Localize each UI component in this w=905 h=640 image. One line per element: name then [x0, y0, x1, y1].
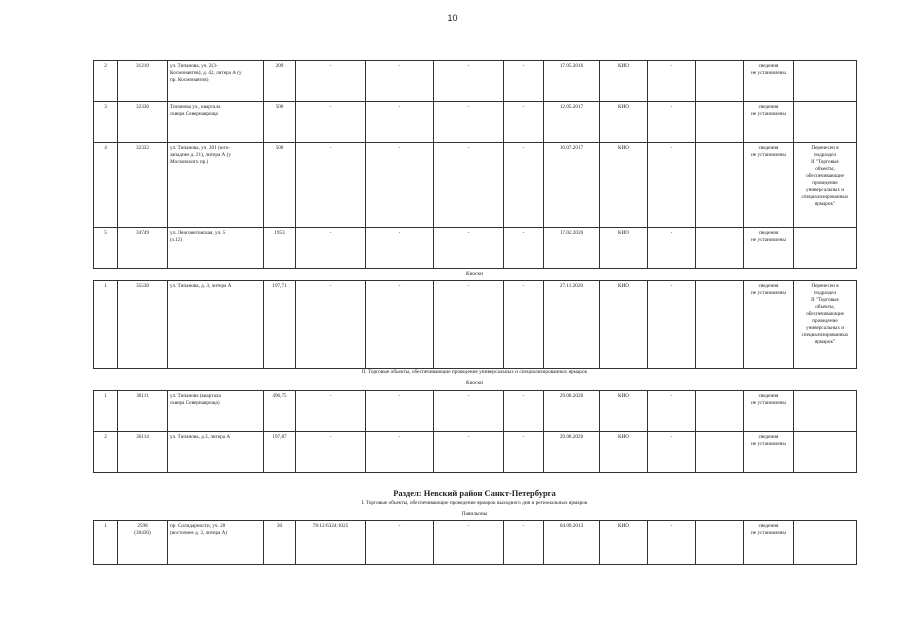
cell-row-number: 1	[94, 391, 118, 432]
cell-status: сведения не установлены	[744, 391, 794, 432]
cell-address: пр. Солидарности, уч. 28 (восточнее д. 3, литера А)	[168, 521, 264, 565]
cell-area: 496,75	[264, 391, 296, 432]
cell-status: сведения не установлены	[744, 102, 794, 143]
table-row	[94, 102, 857, 143]
cell-area: 30	[264, 521, 296, 565]
cell-row-number: 5	[94, 228, 118, 269]
cell-field: -	[504, 61, 544, 102]
cell-area: 500	[264, 102, 296, 143]
kiosks-table	[93, 280, 857, 369]
cell-note	[794, 228, 857, 269]
pavilions-label: Павильоны	[461, 511, 488, 517]
cell-empty	[696, 102, 744, 143]
cell-address: ул. Ленсоветовская, уч. 5 (з.12)	[168, 228, 264, 269]
table-row	[94, 143, 857, 228]
cell-date: 12.05.2017	[544, 102, 600, 143]
cell-field: -	[434, 432, 504, 473]
cell-field: -	[434, 228, 504, 269]
cell-note: Перенесен в подраздел II "Торговые объекты, обеспечивающие проведение универсальных и специализированных ярмарок"	[794, 143, 857, 228]
cell-object-id: 34749	[118, 228, 168, 269]
pavilions-table	[93, 520, 857, 565]
cell-organization: КИО	[600, 143, 648, 228]
kiosks-label: Киоски	[466, 271, 483, 277]
cell-field: -	[434, 521, 504, 565]
cell-empty	[696, 521, 744, 565]
cell-area: 197,87	[264, 432, 296, 473]
cell-field: -	[648, 521, 696, 565]
cell-field: -	[366, 391, 434, 432]
cell-address: ул. Типанова, уч. 2(3- Космонавтов), д. 42, литера А (у пр. Космонавтов)	[168, 61, 264, 102]
table-row	[94, 432, 857, 473]
cell-field: -	[504, 521, 544, 565]
cell-area: 1953	[264, 228, 296, 269]
subsection-heading: I. Торговые объекты, обеспечивающие проведение ярмарок выходного дня и региональных ярмарок	[361, 500, 588, 506]
cell-area: 209	[264, 61, 296, 102]
cell-organization: КИО	[600, 391, 648, 432]
cell-row-number: 2	[94, 61, 118, 102]
cell-cadastral-number: -	[296, 281, 366, 369]
cell-empty	[696, 228, 744, 269]
fair-objects-table	[93, 60, 857, 269]
cell-empty	[696, 432, 744, 473]
cell-date: 29.08.2020	[544, 432, 600, 473]
cell-field: -	[648, 61, 696, 102]
cell-organization: КИО	[600, 102, 648, 143]
cell-row-number: 1	[94, 521, 118, 565]
table-row	[94, 281, 857, 369]
cell-field: -	[434, 102, 504, 143]
cell-row-number: 4	[94, 143, 118, 228]
cell-field: -	[366, 61, 434, 102]
cell-cadastral-number: -	[296, 391, 366, 432]
cell-area: 197,71	[264, 281, 296, 369]
cell-field: -	[366, 228, 434, 269]
cell-date: 27.11.2020	[544, 281, 600, 369]
cell-field: -	[648, 281, 696, 369]
cell-address: ул. Типанова, уч. 301 (юго- западнее д. 21), литера А (у Московского пр.)	[168, 143, 264, 228]
cell-status: сведения не установлены	[744, 432, 794, 473]
cell-address: ул. Типанова, д.3, литера А	[168, 432, 264, 473]
cell-note	[794, 391, 857, 432]
cell-object-id: 36111	[118, 391, 168, 432]
cell-cadastral-number: -	[296, 432, 366, 473]
cell-empty	[696, 143, 744, 228]
cell-field: -	[648, 432, 696, 473]
cell-cadastral-number: 78:12:6324:1025	[296, 521, 366, 565]
cell-note	[794, 432, 857, 473]
cell-date: 04.09.2013	[544, 521, 600, 565]
cell-field: -	[504, 143, 544, 228]
cell-field: -	[366, 102, 434, 143]
cell-object-id: 36114	[118, 432, 168, 473]
cell-empty	[696, 61, 744, 102]
cell-row-number: 3	[94, 102, 118, 143]
cell-cadastral-number: -	[296, 61, 366, 102]
page-number: 10	[447, 13, 458, 23]
cell-note	[794, 102, 857, 143]
cell-organization: КИО	[600, 521, 648, 565]
cell-field: -	[366, 281, 434, 369]
cell-area: 500	[264, 143, 296, 228]
cell-field: -	[366, 143, 434, 228]
cell-date: 10.07.2017	[544, 143, 600, 228]
cell-status: сведения не установлены	[744, 281, 794, 369]
cell-status: сведения не установлены	[744, 143, 794, 228]
cell-status: сведения не установлены	[744, 228, 794, 269]
cell-object-id: 32330	[118, 102, 168, 143]
cell-object-id: 35530	[118, 281, 168, 369]
cell-cadastral-number: -	[296, 102, 366, 143]
cell-field: -	[648, 228, 696, 269]
cell-empty	[696, 281, 744, 369]
cell-field: -	[504, 432, 544, 473]
cell-field: -	[366, 521, 434, 565]
cell-date: 17.02.2020	[544, 228, 600, 269]
section-title: Раздел: Невский район Санкт-Петербурга	[393, 488, 556, 498]
cell-field: -	[434, 61, 504, 102]
cell-object-id: 2598 (30430)	[118, 521, 168, 565]
cell-row-number: 2	[94, 432, 118, 473]
cell-note	[794, 61, 857, 102]
kiosks-table-2	[93, 390, 857, 473]
cell-field: -	[504, 228, 544, 269]
cell-object-id: 31210	[118, 61, 168, 102]
cell-object-id: 32332	[118, 143, 168, 228]
subsection-heading: II. Торговые объекты, обеспечивающие проведение универсальных и специализированных ярмарок	[361, 369, 588, 375]
cell-organization: КИО	[600, 61, 648, 102]
cell-field: -	[504, 102, 544, 143]
table-row	[94, 228, 857, 269]
table-row	[94, 61, 857, 102]
cell-field: -	[504, 391, 544, 432]
cell-cadastral-number: -	[296, 228, 366, 269]
cell-date: 17.05.2016	[544, 61, 600, 102]
cell-field: -	[434, 391, 504, 432]
cell-date: 29.08.2020	[544, 391, 600, 432]
cell-address: ул. Типанова (квартала сквера Севернаяроща)	[168, 391, 264, 432]
cell-organization: КИО	[600, 432, 648, 473]
cell-note: Перенесен в подраздел II "Торговые объекты, обеспечивающие проведение универсальных и специализированных ярмарок"	[794, 281, 857, 369]
cell-cadastral-number: -	[296, 143, 366, 228]
cell-field: -	[648, 143, 696, 228]
cell-address: Типанова ул., квартала сквера Севернаяроща	[168, 102, 264, 143]
cell-field: -	[366, 432, 434, 473]
cell-field: -	[648, 102, 696, 143]
cell-field: -	[648, 391, 696, 432]
cell-organization: КИО	[600, 228, 648, 269]
cell-row-number: 1	[94, 281, 118, 369]
cell-status: сведения не установлены	[744, 521, 794, 565]
cell-field: -	[434, 143, 504, 228]
cell-address: ул. Типанова, д. 3, литера А	[168, 281, 264, 369]
cell-field: -	[434, 281, 504, 369]
kiosks-label: Киоски	[466, 380, 483, 386]
cell-empty	[696, 391, 744, 432]
cell-status: сведения не установлены	[744, 61, 794, 102]
cell-field: -	[504, 281, 544, 369]
table-row	[94, 391, 857, 432]
table-row	[94, 521, 857, 565]
cell-organization: КИО	[600, 281, 648, 369]
cell-note	[794, 521, 857, 565]
